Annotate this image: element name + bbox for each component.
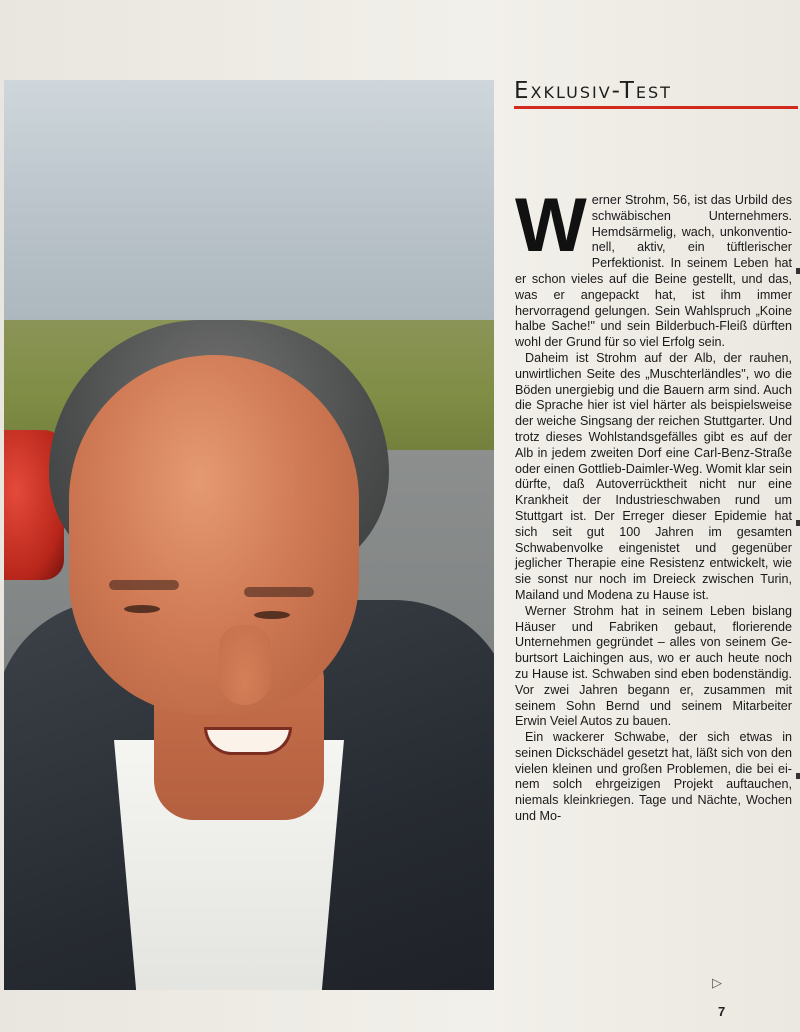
photo-eye-left — [124, 605, 160, 613]
article-paragraph-4: Ein wackerer Schwabe, der sich etwas in seinen Dickschädel gesetzt hat, läßt sich von den vielen kleinen und großen Problemen, die bei einem solch ehrgeizigen Projekt auftauchen, niemals kleinkriegen. Tage und Nächte, Wochen und Mo- — [515, 730, 792, 824]
section-title: Exklusiv-Test — [514, 78, 672, 104]
page-number: 7 — [718, 1004, 726, 1019]
section-header — [514, 78, 796, 109]
edge-mark-3 — [796, 773, 800, 779]
edge-mark-2 — [796, 520, 800, 526]
article-paragraph-3: Werner Strohm hat in seinem Leben bislang Häuser und Fabriken gebaut, florierende Unternehmen gegründet – alles von seinem Geburtsort Laichingen aus, wo er auch heute noch zu Hause ist. Schwaben sind eben bodenständig. Vor zwei Jahren begann er, zusammen mit seinem Sohn Bernd und seinem Mitarbeiter Erwin Veiel Autos zu bauen. — [515, 603, 792, 729]
article-paragraph-2: Daheim ist Strohm auf der Alb, der rauhen, unwirtlichen Seite des „Muschterländles", wo die Böden unergiebig und die Bauern arm sind. Auch die Sprache hier ist viel härter als beispielsweise der weiche Singsang der reichen Stuttgarter. Und trotz dieses Wohlstandsgefälles gibt es auf der Alb in jedem zweiten Dorf eine Carl-Benz-Straße oder einen Gottlieb-Daimler-Weg. Womit klar sein dürfte, daß Autoverrücktheit nicht nur eine Krankheit der Industrieschwaben rund um Stuttgart ist. Der Erreger dieser Epidemie hat sich seit gut 100 Jahren im gesamten Schwabenvolke eingenistet und gegenüber jeglicher Therapie eine Resistenz entwickelt, wie sie sonst nur noch im Dreieck zwischen Turin, Mailand und Modena zu Hause ist. — [515, 350, 792, 602]
photo-brow-left — [109, 580, 179, 590]
section-rule — [514, 106, 798, 109]
portrait-photo — [4, 80, 494, 990]
photo-brow-right — [244, 587, 314, 597]
photo-face — [69, 355, 359, 715]
continue-arrow-icon: ▷ — [712, 975, 722, 990]
article-paragraph-1-text: erner Strohm, 56, ist das Urbild des schwäbischen Unternehmers. Hemdsärmelig, wach, unkonventionell, aktiv, ein tüftlerischer Perfektionist. In seinem Leben hat er schon vieles auf die Beine gestellt, und das, was er angepackt hat, ist ihm immer hervorragend gelungen. Sein Wahlspruch „Koine halbe Sache!" und sein Bilderbuch-Fleiß dürften wohl der Grund für so viel Erfolg sein. — [515, 193, 792, 350]
article-body — [515, 183, 792, 825]
drop-cap: W — [515, 183, 587, 268]
article-paragraph-1 — [515, 183, 792, 351]
edge-mark-1 — [796, 268, 800, 274]
photo-nose — [219, 625, 271, 705]
photo-eye-right — [254, 611, 290, 619]
